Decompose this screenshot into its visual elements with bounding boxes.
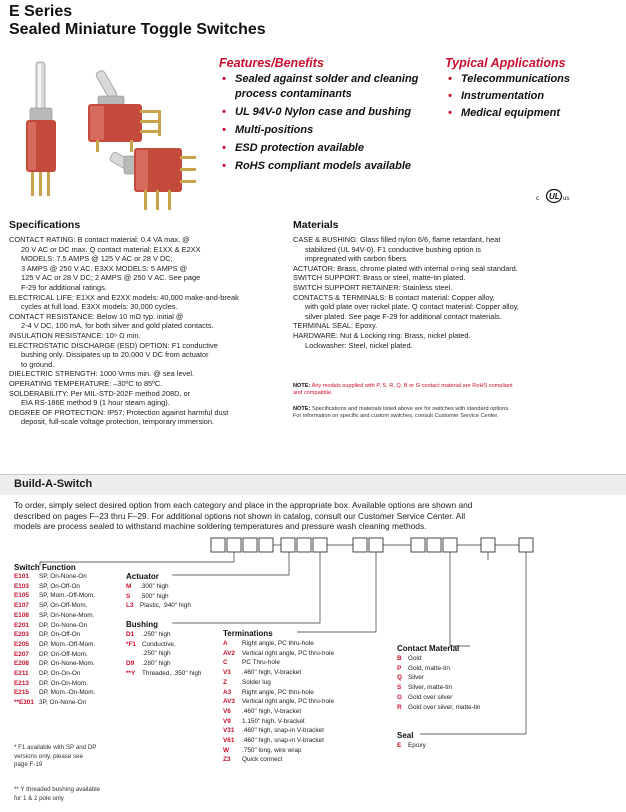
- option-desc: SP, Mom.-Off-Mom.: [39, 592, 95, 600]
- option-code: G: [397, 693, 402, 701]
- option-desc: DP, On-None-Mom.: [39, 660, 95, 668]
- bullet-icon: •: [222, 160, 226, 172]
- spec-line: F-29 for additional ratings.: [21, 282, 107, 292]
- option-row: [14, 601, 95, 611]
- option-code: E108: [14, 611, 29, 619]
- option-code: E215: [14, 689, 29, 697]
- option-desc: .250" high: [142, 631, 171, 638]
- option-code: E103: [14, 582, 29, 590]
- bullet-icon: •: [448, 73, 452, 85]
- option-desc: 3P, On-None-On: [39, 699, 87, 707]
- spec-line: CONTACTS & TERMINALS: B contact material: Copper alloy,: [293, 292, 495, 302]
- spec-line: MODELS: 7.5 AMPS @ 125 V AC or 28 V DC;: [21, 254, 173, 264]
- series-title: [9, 3, 266, 39]
- option-desc: .750" long, wire wrap: [242, 746, 302, 754]
- option-code: V61: [223, 737, 235, 745]
- option-desc: .460" high, V-bracket: [242, 707, 302, 715]
- spec-line: ACTUATOR: Brass, chrome plated with internal o-ring seal standard.: [293, 263, 518, 273]
- build-intro: To order, simply select desired option from each category and place in the appropriate box. Available options are shown and described on pages F–23 thru F–29. For additional options not shown in catalog, consult our Customer Service Center. All models are process sealed to withstand machine soldering temperatures and pressure wash cleaning methods.: [14, 500, 473, 531]
- applications-heading: Typical Applications: [445, 56, 566, 70]
- spec-line: CASE & BUSHING: Glass filled nylon 6/6, flame retardant, heat: [293, 235, 501, 244]
- option-row: [14, 698, 95, 708]
- option-row: [397, 683, 480, 693]
- footnote-f1: * F1 available with SP and DP versions only, please see page F-19: [14, 744, 97, 768]
- option-row: [126, 649, 201, 659]
- order-box[interactable]: [297, 538, 311, 552]
- option-row: [14, 572, 95, 582]
- option-desc: SP, On-None-Mom.: [39, 611, 95, 619]
- option-desc: .250" high: [142, 650, 171, 658]
- option-desc: Conductive,: [142, 640, 176, 648]
- option-row: [14, 621, 95, 631]
- spec-note: NOTE: Specifications and materials listed above are for switches with standard options. For information on specific and custom switches, consult Customer Service Center.: [293, 406, 510, 419]
- option-row: [126, 601, 191, 611]
- order-box[interactable]: [481, 538, 495, 552]
- option-code: E201: [14, 621, 29, 629]
- option-row: [397, 703, 480, 713]
- option-row: [126, 582, 191, 592]
- bullet-icon: •: [448, 90, 452, 102]
- spec-line: SWITCH SUPPORT: Brass or steel, matte-tin plated.: [293, 273, 466, 283]
- option-row: [223, 649, 334, 659]
- order-box[interactable]: [313, 538, 327, 552]
- terminations-heading: Terminations: [223, 629, 273, 638]
- option-code: M: [126, 583, 132, 590]
- feature-item: • Multi-positions: [222, 124, 314, 136]
- option-desc: SP, On-Off-Mom.: [39, 602, 88, 610]
- option-row: [126, 659, 201, 669]
- option-code: D1: [126, 631, 135, 638]
- option-desc: DP, Mom.-On-Mom.: [39, 689, 96, 697]
- product-photos: [14, 52, 204, 214]
- option-desc: .500" high: [140, 592, 169, 600]
- option-row: [126, 640, 201, 650]
- spec-line: CONTACT RATING: B contact material: 0.4 VA max. @: [9, 235, 190, 244]
- footnote-y: ** Y threaded bushing available for 1 & 2 pole only: [14, 786, 101, 802]
- feature-item: • UL 94V-0 Nylon case and bushing: [222, 106, 412, 118]
- option-row: [14, 669, 95, 679]
- rohs-note: NOTE: Any models supplied with P, S, R, Q, B or G contact material are RoHS compliant and compatible.: [293, 383, 513, 396]
- ul-mark-icon: [536, 188, 576, 204]
- bullet-icon: •: [222, 124, 226, 136]
- option-code: E: [397, 742, 402, 749]
- option-code: V3: [223, 669, 231, 677]
- option-code: V6: [223, 707, 231, 715]
- order-box[interactable]: [369, 538, 383, 552]
- option-code: W: [223, 746, 230, 754]
- option-desc: DP, On-On-On: [39, 670, 81, 678]
- bullet-icon: •: [222, 73, 226, 85]
- option-desc: 1.150" high, V-bracket: [242, 717, 305, 725]
- option-row: [397, 664, 480, 674]
- option-desc: Silver, matte-tin: [408, 684, 453, 692]
- option-row: [223, 726, 334, 736]
- option-row: [397, 654, 480, 664]
- option-code: E213: [14, 679, 29, 687]
- spec-line: silver plated. See page F-29 for additional contact materials.: [305, 311, 502, 321]
- application-item: • Medical equipment: [448, 107, 561, 119]
- order-box[interactable]: [211, 538, 225, 552]
- option-desc: .460" high, V-bracket: [242, 669, 302, 677]
- option-row: [14, 640, 95, 650]
- bullet-icon: •: [222, 106, 226, 118]
- spec-line: 2-4 V DC, 100 mA, for both silver and gold plated contacts.: [21, 321, 214, 331]
- option-code: V31: [223, 727, 235, 735]
- option-code: E101: [14, 573, 29, 580]
- spec-line: HARDWARE: Nut & Locking ring: Brass, nickel plated.: [293, 330, 471, 340]
- features-list: [219, 72, 439, 174]
- switch-function-heading: Switch Function: [14, 563, 76, 572]
- spec-line: INSULATION RESISTANCE: 10⁹ Ω min.: [9, 330, 141, 340]
- option-row: [223, 658, 334, 668]
- toggle-switch-illustration: [14, 52, 204, 214]
- page-title: Sealed Miniature Toggle Switches: [9, 21, 266, 38]
- spec-line: impregnated with carbon fibers.: [305, 254, 409, 264]
- option-code: E211: [14, 670, 29, 678]
- spec-line: to ground.: [21, 359, 55, 369]
- spec-line: cycles at full load. E3XX models: 30,000 cycles.: [21, 302, 178, 312]
- option-code: P: [397, 664, 402, 672]
- seal-list: [397, 741, 426, 751]
- svg-text:UL: UL: [549, 192, 560, 201]
- bullet-icon: •: [222, 142, 226, 154]
- option-code: *F1: [126, 640, 136, 648]
- option-code: AV2: [223, 649, 235, 657]
- option-code: D9: [126, 660, 135, 668]
- option-desc: .460" high, snap-in V-bracket: [242, 727, 324, 735]
- option-row: [14, 591, 95, 601]
- option-row: [223, 736, 334, 746]
- option-code: L3: [126, 602, 134, 610]
- option-desc: Threaded, .350" high: [142, 669, 202, 677]
- spec-line: deposit, full-scale voltage protection, temporary immersion.: [21, 417, 215, 427]
- option-code: S: [126, 592, 131, 600]
- option-code: E203: [14, 631, 29, 639]
- option-desc: .280" high: [142, 660, 171, 668]
- option-desc: Right angle, PC thru-hole: [242, 640, 314, 647]
- bushing-list: [126, 630, 201, 679]
- build-a-switch-bar: [0, 474, 626, 495]
- option-row: [126, 630, 201, 640]
- build-a-switch-heading: Build-A-Switch: [14, 478, 93, 490]
- option-desc: Silver: [408, 674, 424, 682]
- option-desc: Gold over silver: [408, 693, 453, 701]
- option-desc: DP, Mom.-Off-Mom.: [39, 640, 96, 648]
- svg-text:us: us: [563, 196, 570, 202]
- option-code: Q: [397, 674, 402, 682]
- option-desc: SP, On-None-On: [39, 573, 87, 580]
- option-desc: Gold, matte-tin: [408, 664, 450, 672]
- materials-text: [293, 235, 618, 350]
- option-row: [223, 688, 334, 698]
- spec-line: DEGREE OF PROTECTION: IP57; Protection against harmful dust: [9, 407, 229, 417]
- option-code: E107: [14, 602, 29, 610]
- order-box[interactable]: [243, 538, 257, 552]
- spec-line: CONTACT RESISTANCE: Below 10 mΩ typ. initial @: [9, 311, 184, 321]
- option-code: C: [223, 659, 228, 667]
- spec-line: with gold plate over nickel plate. Q contact material: Copper alloy,: [305, 302, 519, 312]
- option-code: E205: [14, 640, 29, 648]
- order-box[interactable]: [427, 538, 441, 552]
- option-desc: Epoxy: [408, 742, 426, 749]
- feature-item: • RoHS compliant models available: [222, 160, 412, 172]
- ul-logo-icon: [536, 188, 576, 204]
- option-row: [14, 630, 95, 640]
- option-desc: PC Thru-hole: [242, 659, 280, 667]
- contact-material-heading: Contact Material: [397, 644, 460, 653]
- order-box[interactable]: [259, 538, 273, 552]
- spec-line: stabilized (UL 94V-0). F1 conductive bushing option is: [305, 244, 481, 254]
- spec-line: 3 AMPS @ 250 V AC. E3XX MODELS: 5 AMPS @: [21, 263, 188, 273]
- spec-line: bushing only. Dissipates up to 20,000 V DC from actuator: [21, 350, 209, 360]
- spec-line: SOLDERABILITY: Per MIL-STD-202F method 208D, or: [9, 388, 191, 398]
- terminations-list: [223, 639, 334, 765]
- spec-line: ELECTROSTATIC DISCHARGE (ESD) OPTION: F1 conductive: [9, 340, 218, 350]
- applications-list: [445, 72, 620, 121]
- option-desc: DP, On-Off-Mom.: [39, 650, 88, 658]
- option-desc: Plastic, .940" high: [140, 602, 191, 610]
- option-code: Z: [223, 678, 227, 686]
- option-desc: .300" high: [140, 583, 169, 590]
- option-row: [14, 679, 95, 689]
- features-heading: Features/Benefits: [219, 56, 324, 70]
- option-code: E105: [14, 592, 29, 600]
- option-row: [223, 697, 334, 707]
- svg-text:c: c: [536, 196, 539, 202]
- order-box[interactable]: [411, 538, 425, 552]
- option-desc: Gold over silver, matte-tin: [408, 703, 481, 711]
- spec-line: ELECTRICAL LIFE: E1XX and E2XX models: 40,000 make-and-break: [9, 292, 239, 302]
- switch-function-list: [14, 572, 95, 708]
- order-box[interactable]: [443, 538, 457, 552]
- option-code: **E301: [14, 699, 34, 707]
- option-row: [14, 582, 95, 592]
- option-desc: Vertical right angle, PC thru-hole: [242, 698, 335, 706]
- specifications-heading: Specifications: [9, 219, 81, 231]
- contact-material-list: [397, 654, 480, 712]
- option-code: E207: [14, 650, 29, 658]
- order-box-group: [211, 538, 533, 552]
- option-row: [14, 688, 95, 698]
- option-code: S: [397, 684, 402, 692]
- spec-line: OPERATING TEMPERATURE: –30ºC to 85ºC.: [9, 378, 163, 388]
- option-desc: .460" high, snap-in V-bracket: [242, 737, 324, 745]
- order-box[interactable]: [281, 538, 295, 552]
- option-row: [223, 746, 334, 756]
- option-code: **Y: [126, 669, 136, 677]
- option-row: [223, 668, 334, 678]
- option-desc: DP, On-None-On: [39, 621, 88, 629]
- order-box[interactable]: [353, 538, 367, 552]
- option-desc: DP, On-On-Mom.: [39, 679, 88, 687]
- option-row: [223, 717, 334, 727]
- option-code: Z3: [223, 756, 231, 764]
- option-row: [397, 673, 480, 683]
- feature-item: • ESD protection available: [222, 142, 364, 154]
- option-row: [126, 669, 201, 679]
- spec-line: 125 V AC or 28 V DC; 2 AMPS @ 250 V AC. See page: [21, 273, 201, 283]
- spec-line: SWITCH SUPPORT RETAINER: Stainless steel.: [293, 282, 453, 292]
- option-row: [223, 707, 334, 717]
- option-row: [397, 741, 426, 751]
- option-row: [126, 592, 191, 602]
- option-code: E208: [14, 660, 29, 668]
- option-code: A: [223, 640, 228, 647]
- option-desc: SP, On-Off-On: [39, 582, 80, 590]
- feature-item: process contaminants: [235, 88, 352, 100]
- feature-item: • Sealed against solder and cleaning: [222, 73, 419, 85]
- spec-line: Lockwasher: Steel, nickel plated.: [305, 340, 413, 350]
- option-row: [223, 678, 334, 688]
- application-item: • Telecommunications: [448, 73, 571, 85]
- seal-heading: Seal: [397, 731, 414, 740]
- option-row: [223, 755, 334, 765]
- option-row: [14, 611, 95, 621]
- order-box[interactable]: [227, 538, 241, 552]
- application-item: • Instrumentation: [448, 90, 545, 102]
- actuator-heading: Actuator: [126, 572, 159, 581]
- option-code: R: [397, 703, 402, 711]
- option-code: V9: [223, 717, 231, 725]
- order-box[interactable]: [519, 538, 533, 552]
- spec-line: DIELECTRIC STRENGTH: 1000 Vrms min. @ sea level.: [9, 369, 195, 379]
- option-desc: Solder lug: [242, 678, 271, 686]
- spec-line: EIA RS-186E method 9 (1 hour steam aging).: [21, 398, 170, 408]
- option-code: B: [397, 655, 402, 662]
- option-desc: Quick connect: [242, 756, 283, 764]
- option-code: AV3: [223, 698, 235, 706]
- option-desc: Vertical right angle, PC thru-hole: [242, 649, 335, 657]
- option-row: [397, 693, 480, 703]
- option-desc: Gold: [408, 655, 422, 662]
- option-desc: Right angle, PC thru-hole: [242, 688, 314, 696]
- option-row: [223, 639, 334, 649]
- option-code: A3: [223, 688, 232, 696]
- series-name: E Series: [9, 3, 73, 20]
- option-row: [14, 659, 95, 669]
- actuator-list: [126, 582, 191, 611]
- spec-line: TERMINAL SEAL: Epoxy.: [293, 321, 378, 331]
- option-row: [14, 650, 95, 660]
- spec-line: 20 V AC or DC max. Q contact material: E1XX & E2XX: [21, 244, 201, 254]
- bullet-icon: •: [448, 107, 452, 119]
- specifications-text: [9, 235, 287, 427]
- bushing-heading: Bushing: [126, 620, 158, 629]
- materials-heading: Materials: [293, 219, 339, 231]
- option-desc: DP, On-Off-On: [39, 631, 81, 639]
